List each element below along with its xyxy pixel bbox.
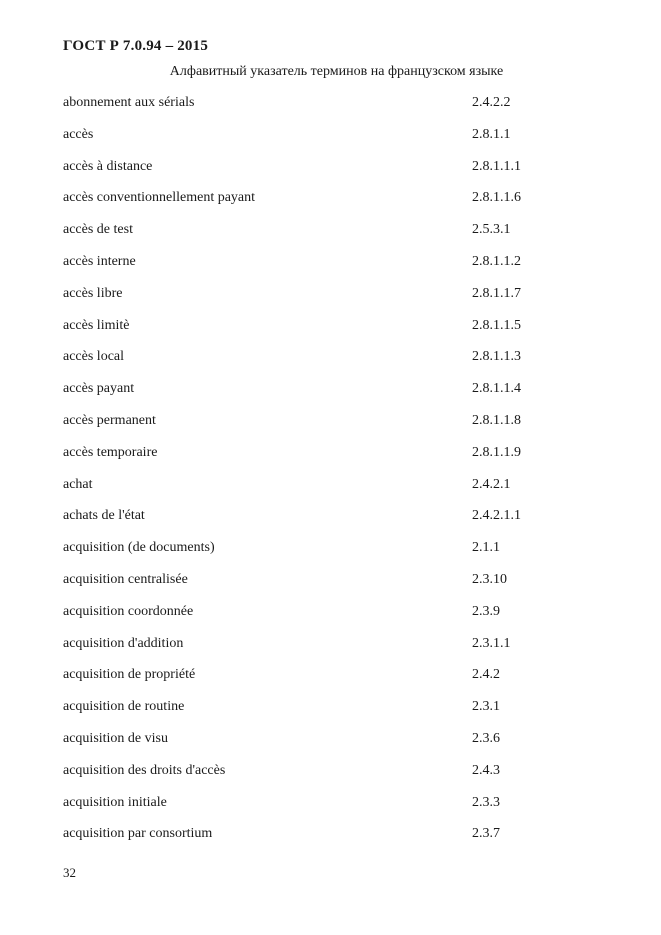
index-term: acquisition d'addition [63, 635, 184, 651]
index-reference: 2.8.1.1.7 [472, 285, 521, 301]
index-reference: 2.4.2.1.1 [472, 508, 521, 524]
index-entry [63, 316, 623, 348]
index-term: acquisition de propriété [63, 667, 196, 683]
index-term: acquisition coordonnée [63, 603, 194, 619]
index-entry [63, 188, 623, 220]
index-term: accès temporaire [63, 444, 158, 460]
index-term: accès permanent [63, 412, 156, 428]
index-reference: 2.4.2.2 [472, 95, 511, 110]
index-entry [63, 665, 623, 697]
index-reference: 2.4.2 [472, 667, 500, 683]
index-term: acquisition de routine [63, 699, 185, 715]
index-reference: 2.8.1.1.2 [472, 253, 521, 269]
index-term: accès conventionnellement payant [63, 190, 256, 206]
index-entry [63, 729, 623, 761]
index-entry [63, 443, 623, 475]
index-entry [63, 93, 623, 125]
index-entry [63, 570, 623, 602]
index-reference: 2.8.1.1.8 [472, 412, 521, 428]
index-term: accès limitè [63, 317, 130, 333]
index-term: accès à distance [63, 158, 153, 174]
index-reference: 2.8.1.1 [472, 126, 511, 142]
index-reference: 2.8.1.1.6 [472, 190, 521, 206]
index-entry [63, 284, 623, 316]
index-reference: 2.8.1.1.3 [472, 349, 521, 365]
index-entry [63, 761, 623, 793]
index-reference: 2.3.7 [472, 826, 500, 842]
index-reference: 2.8.1.1.5 [472, 317, 521, 333]
index-reference: 2.4.3 [472, 762, 500, 778]
index-term: acquisition par consortium [63, 826, 213, 842]
index-reference: 2.1.1 [472, 540, 500, 556]
index-term: acquisition de visu [63, 730, 168, 746]
index-entry [63, 697, 623, 729]
index-entry [63, 824, 623, 856]
index-entry [63, 347, 623, 379]
page-number: 32 [63, 865, 76, 880]
index-entry [63, 125, 623, 157]
index-entry [63, 634, 623, 666]
index-term: accès local [63, 349, 125, 365]
index-term: accès payant [63, 381, 135, 397]
index-term: accès [63, 126, 94, 142]
document-standard-title: ГОСТ Р 7.0.94 – 2015 [63, 38, 209, 54]
index-reference: 2.3.6 [472, 730, 500, 746]
index-entry [63, 793, 623, 825]
index-reference: 2.3.3 [472, 794, 500, 810]
index-entry [63, 379, 623, 411]
index-entry [63, 220, 623, 252]
index-term: abonnement aux sérials [63, 95, 195, 110]
index-entry [63, 411, 623, 443]
index-reference: 2.3.1.1 [472, 635, 511, 651]
index-reference: 2.3.1 [472, 699, 500, 715]
index-term: accès de test [63, 222, 133, 238]
index-term: achats de l'état [63, 508, 145, 524]
index-reference: 2.8.1.1.1 [472, 158, 521, 174]
index-entry [63, 506, 623, 538]
index-reference: 2.3.9 [472, 603, 500, 619]
index-term: acquisition des droits d'accès [63, 762, 226, 778]
index-term: acquisition initiale [63, 794, 167, 810]
index-term: accès interne [63, 253, 136, 269]
index-reference: 2.3.10 [472, 571, 507, 587]
index-term: acquisition (de documents) [63, 540, 215, 556]
index-term: achat [63, 476, 93, 492]
index-entry [63, 602, 623, 634]
index-entry [63, 538, 623, 570]
index-entry [63, 475, 623, 507]
index-reference: 2.4.2.1 [472, 476, 511, 492]
index-entry [63, 252, 623, 284]
index-reference: 2.8.1.1.4 [472, 381, 521, 397]
term-index-list [63, 93, 623, 856]
index-term: acquisition centralisée [63, 571, 188, 587]
index-subtitle: Алфавитный указатель терминов на французском языке [169, 64, 504, 79]
index-reference: 2.5.3.1 [472, 222, 511, 238]
index-entry [63, 157, 623, 189]
index-term: accès libre [63, 285, 123, 301]
index-reference: 2.8.1.1.9 [472, 444, 521, 460]
